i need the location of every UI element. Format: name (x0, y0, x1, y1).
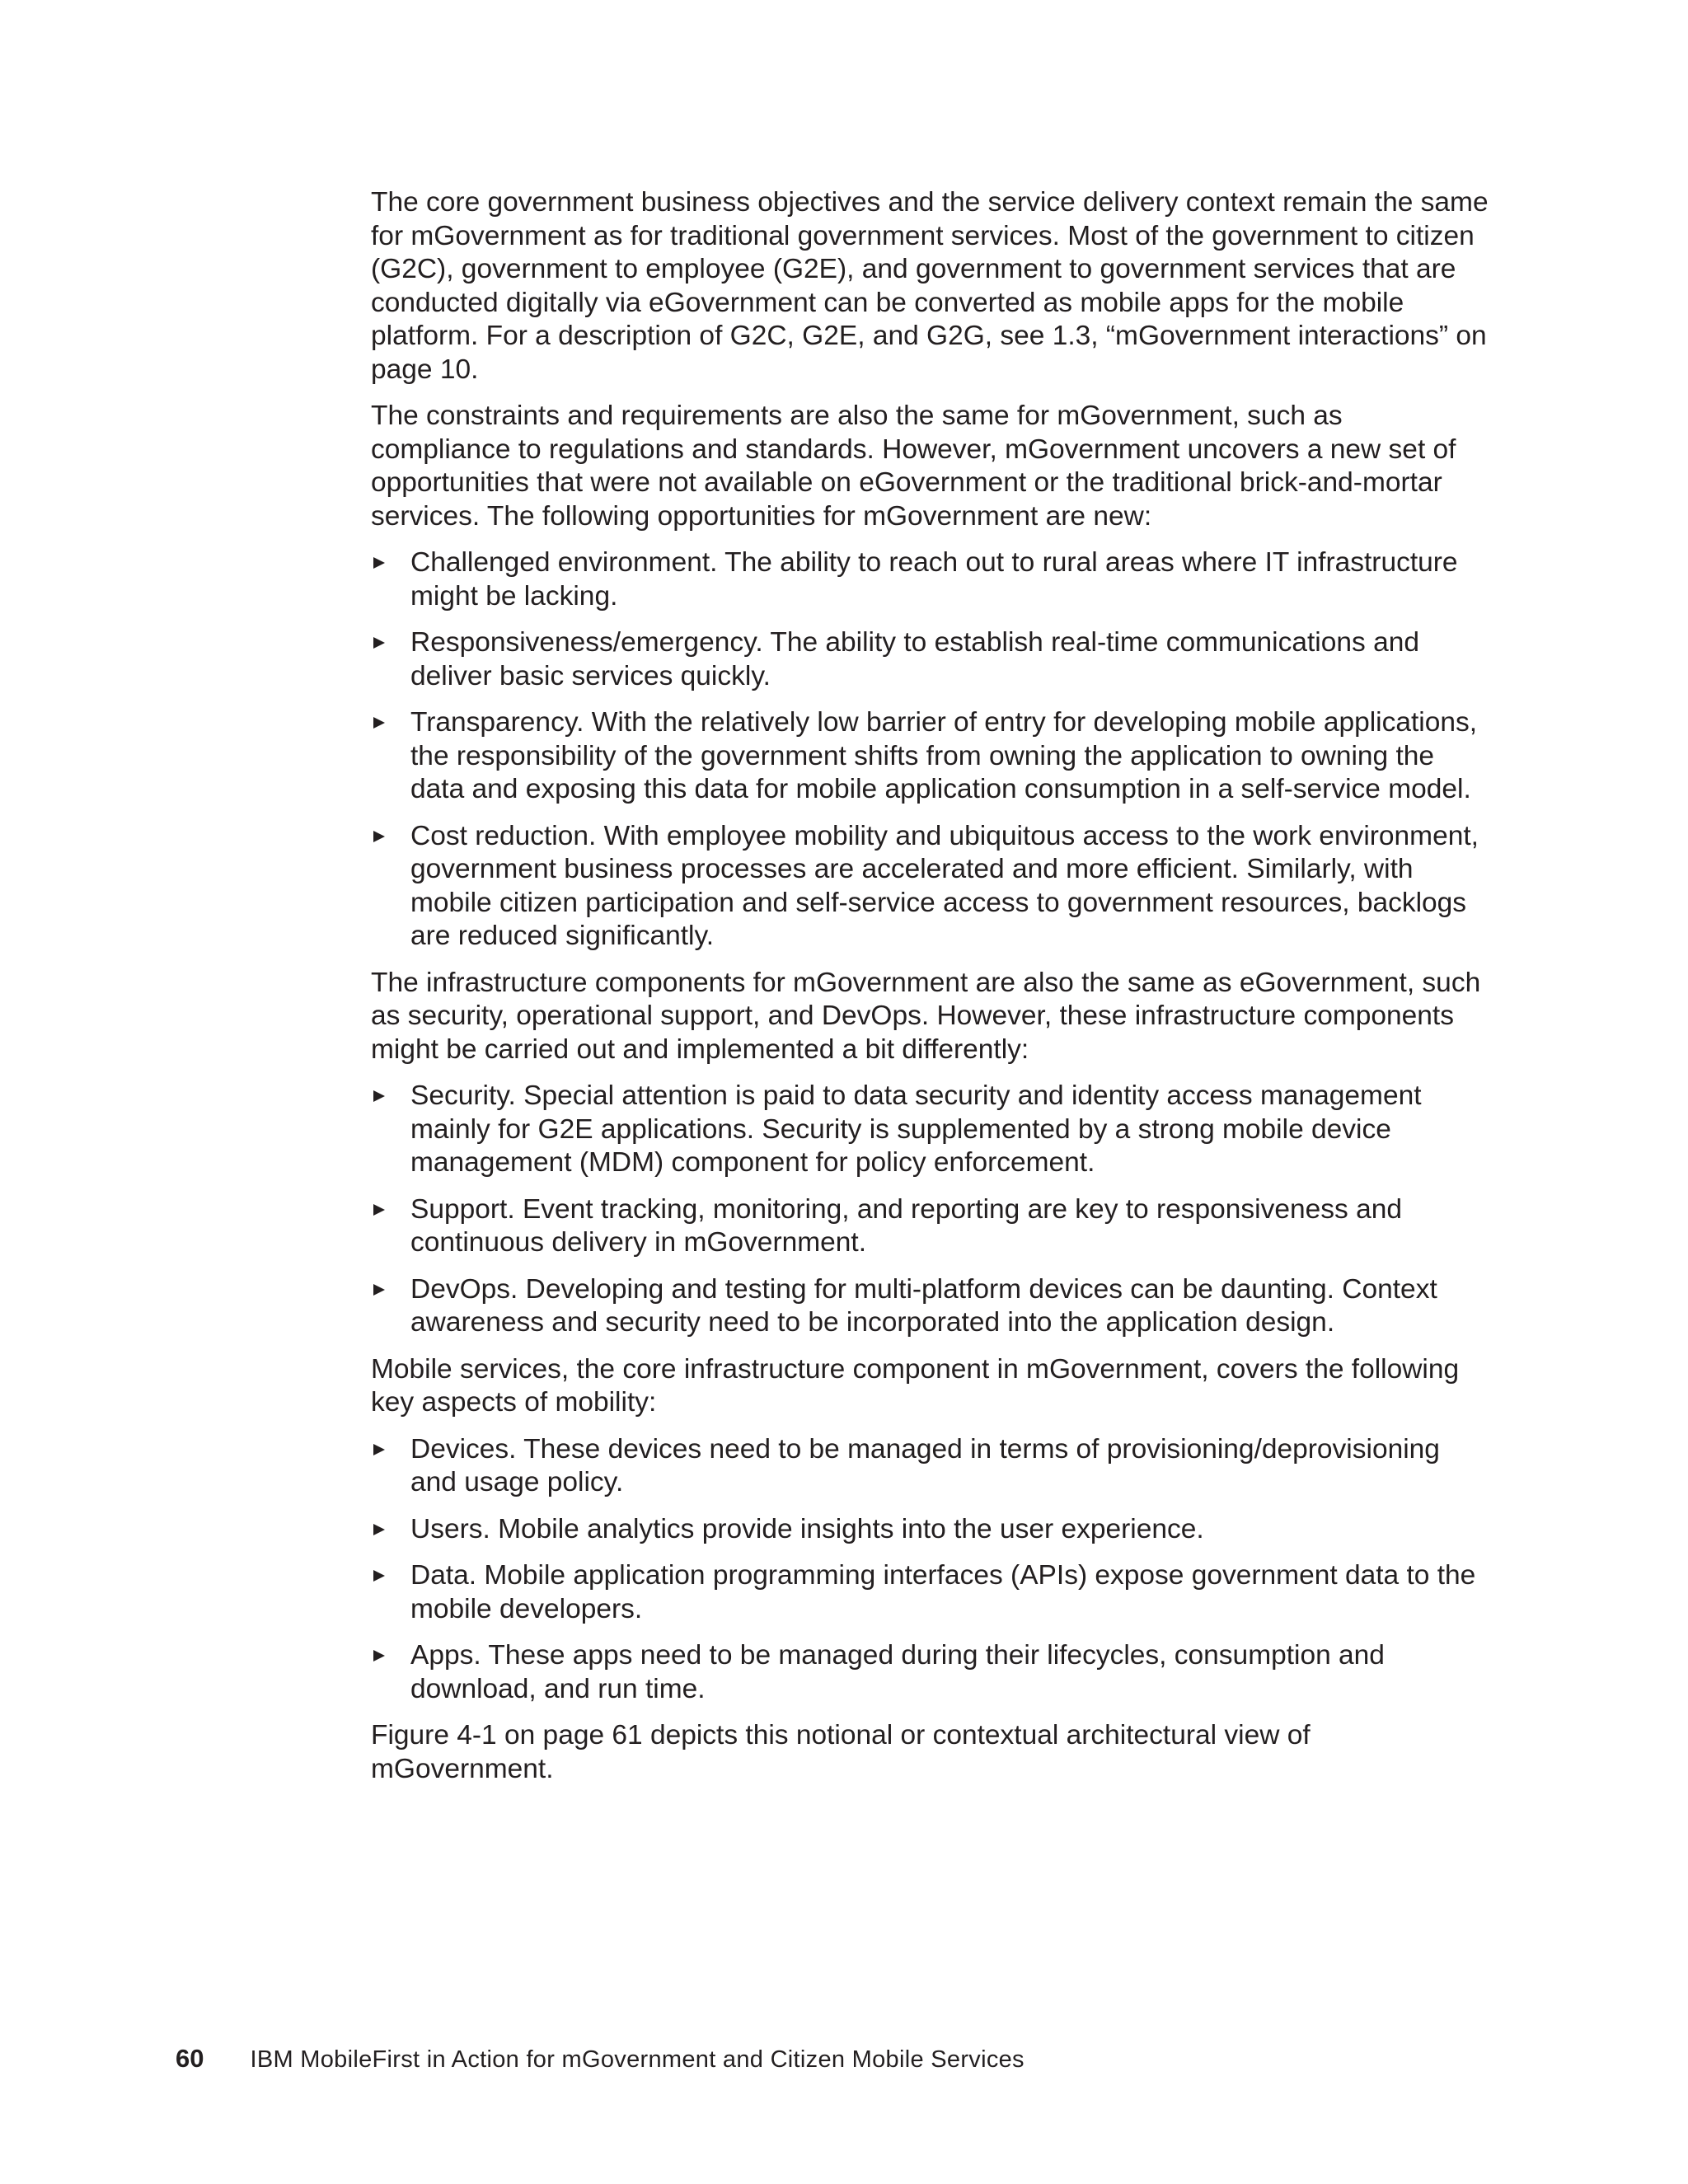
list-item (371, 1193, 1489, 1260)
book-title: IBM MobileFirst in Action for mGovernment and Citizen Mobile Services (250, 2046, 1025, 2073)
triangle-right-icon (373, 1639, 387, 1672)
list-item-text: Transparency. With the relatively low barrier of entry for developing mobile applications, the responsibility of the government shifts from owning the application to owning the data and exposing this data for mobile application consumption in a self-service model. (410, 707, 1478, 804)
list-item-text: Apps. These apps need to be managed during their lifecycles, consumption and download, and run time. (410, 1640, 1385, 1704)
page-number: 60 (176, 2044, 204, 2073)
list-item-text: Cost reduction. With employee mobility and ubiquitous access to the work environment, government business processes are accelerated and more efficient. Similarly, with mobile citizen participation and self-service access to government resources, backlogs are reduced significantly. (410, 820, 1479, 951)
triangle-right-icon (373, 626, 387, 659)
mobility-aspects-list (371, 1433, 1489, 1707)
triangle-right-icon (373, 1559, 387, 1592)
list-item (371, 626, 1489, 693)
list-item (371, 1559, 1489, 1626)
list-item-text: Devices. These devices need to be managed in terms of provisioning/deprovisioning and usage policy. (410, 1433, 1440, 1497)
paragraph-figure-reference: Figure 4-1 on page 61 depicts this notional or contextual architectural view of mGovernment. (371, 1720, 1311, 1784)
list-item (371, 1273, 1489, 1340)
list-item-text: Data. Mobile application programming interfaces (APIs) expose government data to the mobile developers. (410, 1560, 1476, 1624)
list-item (371, 1080, 1489, 1180)
list-item-text: DevOps. Developing and testing for multi-platform devices can be daunting. Context awareness and security need to be incorporated into the application design. (410, 1273, 1437, 1338)
list-item (371, 1433, 1489, 1500)
list-item-text: Security. Special attention is paid to data security and identity access management mainly for G2E applications. Security is supplemented by a strong mobile device management (MDM) component for policy enforcement. (410, 1080, 1422, 1178)
triangle-right-icon (373, 1193, 387, 1226)
list-item (371, 546, 1489, 613)
list-item (371, 1513, 1489, 1547)
paragraph-infrastructure: The infrastructure components for mGovernment are also the same as eGovernment, such as security, operational support, and DevOps. However, these infrastructure components might be carried out and implemented a bit differently: (371, 967, 1481, 1065)
triangle-right-icon (373, 1080, 387, 1113)
triangle-right-icon (373, 820, 387, 853)
opportunities-list (371, 546, 1489, 954)
list-item-text: Support. Event tracking, monitoring, and reporting are key to responsiveness and continuous delivery in mGovernment. (410, 1193, 1402, 1258)
triangle-right-icon (373, 706, 387, 739)
list-item (371, 1639, 1489, 1706)
triangle-right-icon (373, 1433, 387, 1466)
page-footer (176, 2044, 1025, 2077)
list-item (371, 706, 1489, 807)
list-item (371, 820, 1489, 954)
infrastructure-list (371, 1080, 1489, 1340)
list-item-text: Responsiveness/emergency. The ability to establish real-time communications and deliver basic services quickly. (410, 627, 1419, 691)
paragraph-mobile-services: Mobile services, the core infrastructure component in mGovernment, covers the following key aspects of mobility: (371, 1353, 1460, 1418)
paragraph-constraints: The constraints and requirements are also the same for mGovernment, such as compliance to regulations and standards. However, mGovernment uncovers a new set of opportunities that were not available on eGovernment or the traditional brick-and-mortar services. The following opportunities for mGovernment are new: (371, 401, 1456, 532)
list-item-text: Challenged environment. The ability to reach out to rural areas where IT infrastructure might be lacking. (410, 547, 1458, 612)
triangle-right-icon (373, 1273, 387, 1306)
triangle-right-icon (373, 1513, 387, 1546)
triangle-right-icon (373, 546, 387, 579)
page-body (371, 186, 1489, 1799)
list-item-text: Users. Mobile analytics provide insights into the user experience. (410, 1513, 1204, 1544)
paragraph-core-objectives: The core government business objectives and the service delivery context remain the same for mGovernment as for traditional government services. Most of the government to citizen (G2C), government to employee (G2E), and government to government services that are conducted digitally via eGovernment can be converted as mobile apps for the mobile platform. For a description of G2C, G2E, and G2G, see 1.3, “mGovernment interactions” on page 10. (371, 187, 1489, 385)
